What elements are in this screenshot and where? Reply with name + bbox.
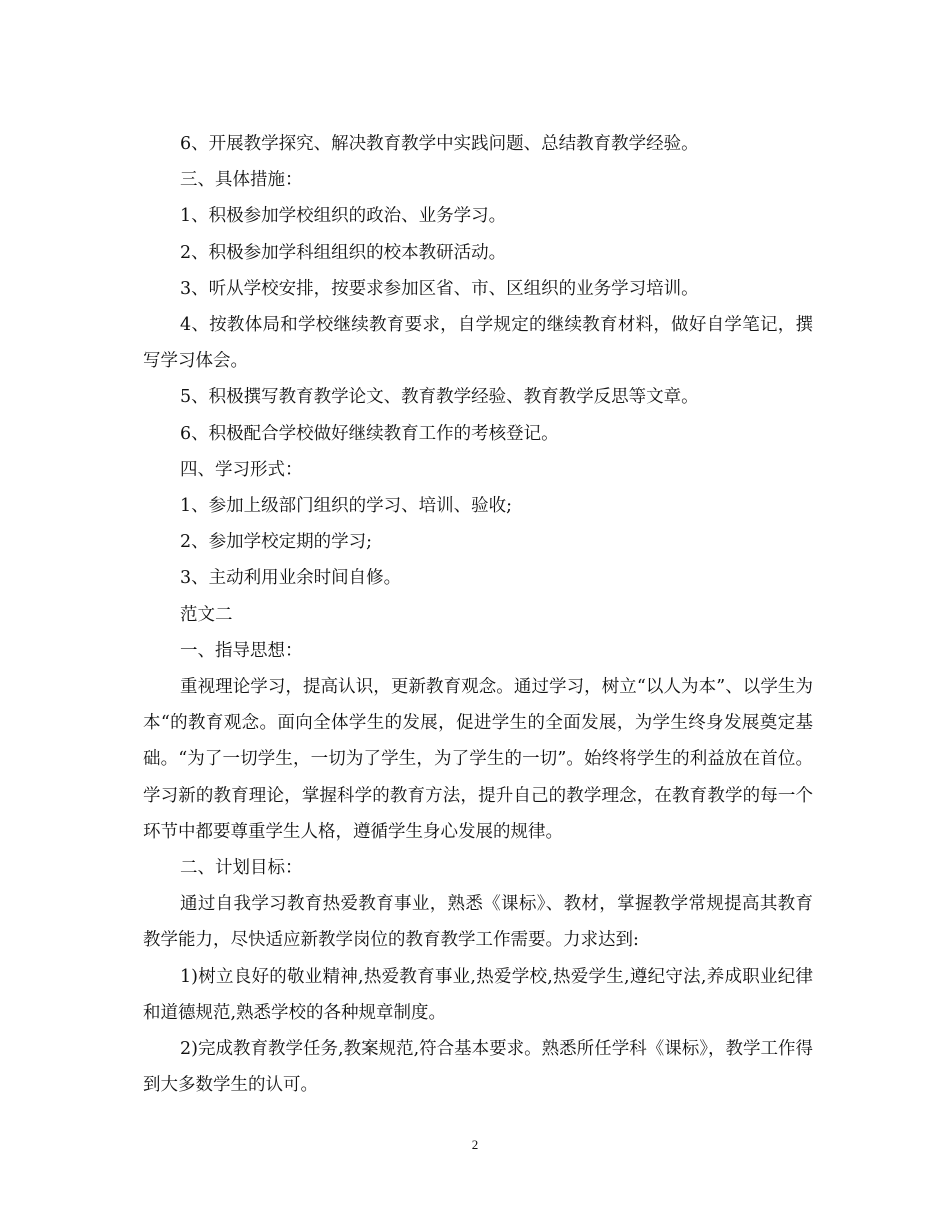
paragraph: 6、积极配合学校做好继续教育工作的考核登记。 xyxy=(180,423,559,444)
section-heading: 一、指导思想： xyxy=(180,640,303,661)
paragraph: 4、按教体局和学校继续教育要求，自学规定的继续教育材料，做好自学笔记，撰写学习体会。 xyxy=(143,315,813,372)
section-heading: 三、具体措施： xyxy=(180,170,303,191)
paragraph: 3、主动利用业余时间自修。 xyxy=(180,568,402,589)
paragraph: 通过自我学习教育热爱教育事业，熟悉《课标》、教材，掌握教学常规提高其教育教学能力，尽快适应新教学岗位的教育教学工作需要。力求达到: xyxy=(143,894,813,951)
paragraph: 2、参加学校定期的学习; xyxy=(180,532,373,553)
document-body xyxy=(143,126,813,1103)
paragraph: 5、积极撰写教育教学论文、教育教学经验、教育教学反思等文章。 xyxy=(180,387,699,408)
paragraph: 重视理论学习，提高认识，更新教育观念。通过学习，树立“以人为本”、以学生为本“的教育观念。面向全体学生的发展，促进学生的全面发展，为学生终身发展奠定基础。“为了一切学生，一切为了学生，为了学生的一切”。始终将学生的利益放在首位。学习新的教育理论，掌握科学的教育方法，提升自己的教学理念，在教育教学的每一个环节中都要尊重学生人格，遵循学生身心发展的规律。 xyxy=(143,677,813,842)
paragraph: 2)完成教育教学任务,教案规范,符合基本要求。熟悉所任学科《课标》，教学工作得到大多数学生的认可。 xyxy=(143,1039,813,1096)
paragraph: 3、听从学校安排，按要求参加区省、市、区组织的业务学习培训。 xyxy=(180,278,699,299)
paragraph: 6、开展教学探究、解决教育教学中实践问题、总结教育教学经验。 xyxy=(180,134,699,154)
section-heading: 四、学习形式： xyxy=(180,459,303,480)
page-number: 2 xyxy=(471,1137,479,1152)
paragraph: 1、积极参加学校组织的政治、业务学习。 xyxy=(180,206,507,227)
paragraph: 1、参加上级部门组织的学习、培训、验收; xyxy=(180,496,513,517)
paragraph: 1)树立良好的敬业精神,热爱教育事业,热爱学校,热爱学生,遵纪守法,养成职业纪律和道德规范,熟悉学校的各种规章制度。 xyxy=(143,966,813,1023)
section-heading: 二、计划目标： xyxy=(180,858,303,879)
paragraph: 2、积极参加学科组组织的校本教研活动。 xyxy=(180,242,507,263)
section-heading: 范文二 xyxy=(180,604,233,625)
